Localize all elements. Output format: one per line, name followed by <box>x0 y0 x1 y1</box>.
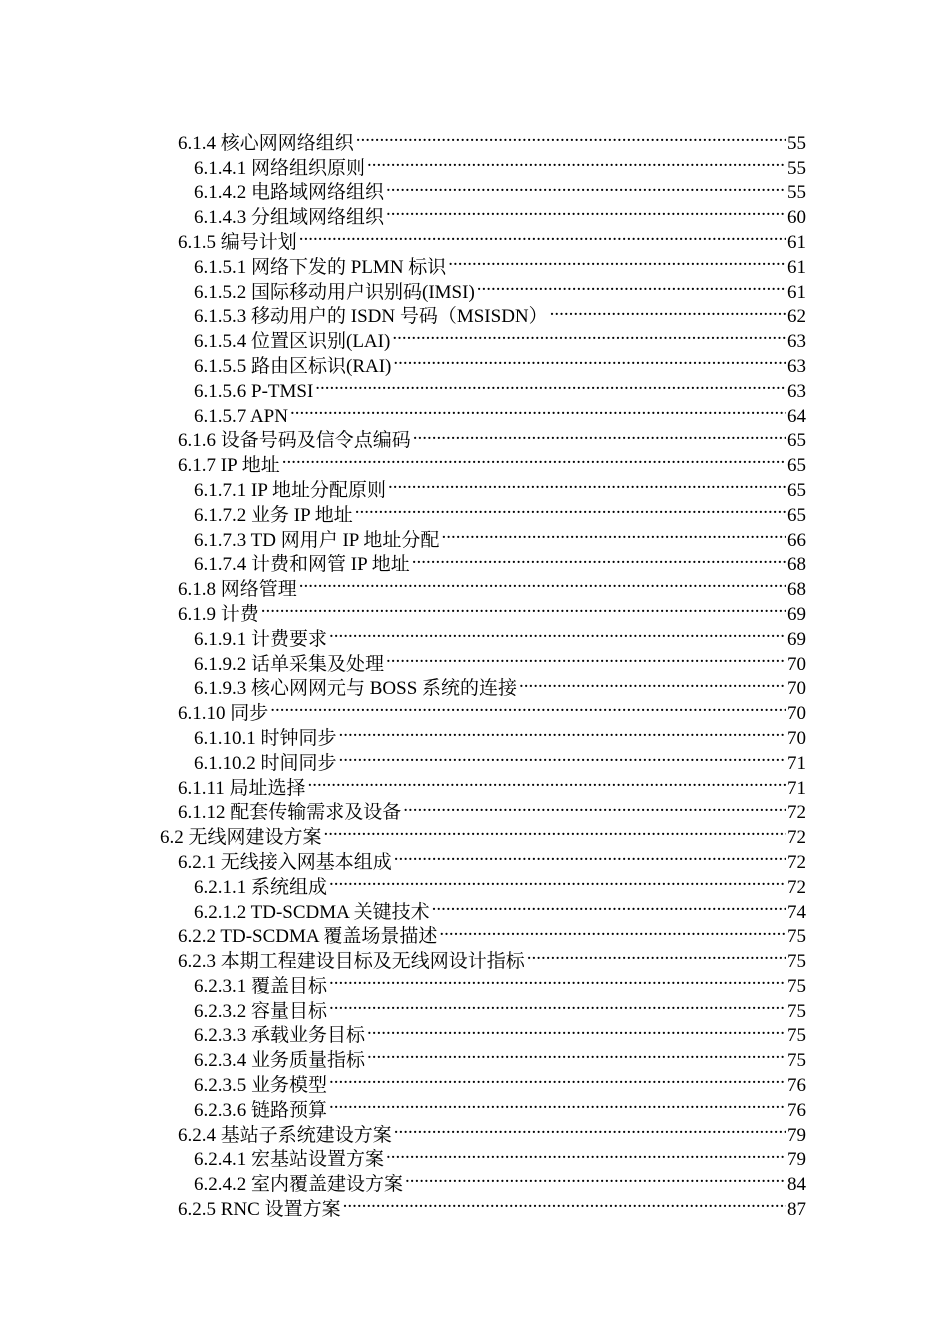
toc-entry-title: 6.1.5.3 移动用户的 ISDN 号码（MSISDN） <box>194 305 549 330</box>
toc-dot-leader <box>386 174 786 199</box>
toc-entry-page-number: 55 <box>786 157 806 182</box>
toc-entry[interactable] <box>194 521 806 551</box>
toc-entry-page-number: 60 <box>786 206 806 231</box>
toc-entry-title: 6.1.11 局址选择 <box>178 777 307 802</box>
toc-entry-title: 6.1.8 网络管理 <box>178 578 298 603</box>
toc-entry-page-number: 63 <box>786 380 806 405</box>
toc-entry-page-number: 74 <box>786 901 806 926</box>
toc-dot-leader <box>392 322 786 347</box>
toc-entry[interactable] <box>160 818 806 849</box>
toc-entry-page-number: 70 <box>786 677 806 702</box>
toc-entry[interactable] <box>194 719 806 749</box>
toc-entry-page-number: 75 <box>786 1000 806 1025</box>
toc-entry[interactable] <box>194 893 806 923</box>
toc-entry-page-number: 71 <box>786 752 806 777</box>
toc-entry[interactable] <box>178 595 806 625</box>
toc-dot-leader <box>386 645 786 670</box>
toc-dot-leader <box>324 818 786 843</box>
toc-dot-leader <box>356 124 786 149</box>
toc-entry-page-number: 61 <box>786 231 806 256</box>
toc-entry-page-number: 68 <box>786 553 806 578</box>
table-of-contents <box>0 124 950 1221</box>
toc-dot-leader <box>282 446 786 471</box>
toc-entry-page-number: 75 <box>786 1049 806 1074</box>
toc-dot-leader <box>477 273 786 298</box>
toc-entry-title: 6.1.7.3 TD 网用户 IP 地址分配 <box>194 529 440 554</box>
toc-entry-page-number: 55 <box>786 132 806 157</box>
toc-entry-title: 6.2.1.2 TD-SCDMA 关键技术 <box>194 901 431 926</box>
toc-entry-page-number: 72 <box>786 801 806 826</box>
toc-entry[interactable] <box>194 744 806 774</box>
toc-entry-title: 6.1.10.2 时间同步 <box>194 752 338 777</box>
toc-entry-page-number: 76 <box>786 1074 806 1099</box>
toc-dot-leader <box>329 992 786 1017</box>
toc-entry-title: 6.1.10 同步 <box>178 702 269 727</box>
toc-dot-leader <box>527 942 786 967</box>
toc-entry-title: 6.1.7.2 业务 IP 地址 <box>194 504 354 529</box>
toc-dot-leader <box>403 794 786 819</box>
toc-entry-page-number: 72 <box>786 851 806 876</box>
toc-entry-page-number: 69 <box>786 603 806 628</box>
toc-entry[interactable] <box>178 694 806 725</box>
toc-dot-leader <box>290 397 786 422</box>
toc-entry-page-number: 84 <box>786 1173 806 1198</box>
toc-entry-title: 6.1.4.3 分组域网络组织 <box>194 206 385 231</box>
toc-entry-page-number: 72 <box>786 876 806 901</box>
toc-entry-title: 6.2.3.5 业务模型 <box>194 1074 328 1099</box>
toc-entry-page-number: 66 <box>786 529 806 554</box>
toc-entry[interactable] <box>178 223 806 253</box>
toc-entry[interactable] <box>194 1066 806 1097</box>
toc-entry-title: 6.1.5.5 路由区标识(RAI) <box>194 355 392 380</box>
toc-entry-title: 6.1.5 编号计划 <box>178 231 298 256</box>
toc-dot-leader <box>329 1091 786 1116</box>
toc-entry-title: 6.1.9.1 计费要求 <box>194 628 328 653</box>
toc-entry[interactable] <box>194 149 806 179</box>
toc-entry-page-number: 63 <box>786 355 806 380</box>
toc-entry-page-number: 62 <box>786 305 806 330</box>
toc-entry[interactable] <box>194 248 806 278</box>
toc-entry[interactable] <box>178 794 806 824</box>
toc-entry-page-number: 70 <box>786 727 806 752</box>
toc-entry[interactable] <box>178 124 806 154</box>
toc-dot-leader <box>394 843 786 868</box>
toc-entry-page-number: 64 <box>786 405 806 430</box>
toc-entry-title: 6.2.1.1 系统组成 <box>194 876 328 901</box>
toc-dot-leader <box>315 372 786 397</box>
toc-entry-page-number: 76 <box>786 1099 806 1124</box>
toc-entry-title: 6.2.1 无线接入网基本组成 <box>178 851 393 876</box>
toc-entry-page-number: 72 <box>786 826 806 851</box>
toc-entry-title: 6.1.4.2 电路域网络组织 <box>194 181 385 206</box>
toc-entry[interactable] <box>194 868 806 898</box>
toc-dot-leader <box>405 1165 786 1190</box>
toc-entry-title: 6.2.3.2 容量目标 <box>194 1000 328 1025</box>
toc-entry-page-number: 61 <box>786 281 806 306</box>
toc-entry[interactable] <box>178 942 806 973</box>
toc-dot-leader <box>413 422 786 447</box>
toc-entry-title: 6.2.3.6 链路预算 <box>194 1099 328 1124</box>
toc-entry-title: 6.1.10.1 时钟同步 <box>194 727 338 752</box>
toc-entry-title: 6.2.5 RNC 设置方案 <box>178 1198 342 1223</box>
toc-entry[interactable] <box>194 397 806 427</box>
toc-dot-leader <box>355 496 786 521</box>
toc-dot-leader <box>550 298 786 323</box>
toc-entry[interactable] <box>178 422 806 452</box>
toc-dot-leader <box>343 1190 786 1215</box>
toc-entry-page-number: 63 <box>786 330 806 355</box>
toc-entry-title: 6.1.9 计费 <box>178 603 260 628</box>
toc-entry-title: 6.2.4 基站子系统建设方案 <box>178 1124 393 1149</box>
toc-entry[interactable] <box>194 1165 806 1196</box>
toc-entry[interactable] <box>194 471 806 501</box>
toc-entry-page-number: 70 <box>786 653 806 678</box>
toc-entry[interactable] <box>194 322 806 353</box>
toc-dot-leader <box>308 769 786 794</box>
toc-dot-leader <box>261 595 786 620</box>
toc-entry-title: 6.1.9.3 核心网网元与 BOSS 系统的连接 <box>194 677 518 702</box>
toc-dot-leader <box>270 694 786 719</box>
toc-entry-title: 6.1.5.2 国际移动用户识别码(IMSI) <box>194 281 476 306</box>
toc-dot-leader <box>329 868 786 893</box>
toc-entry[interactable] <box>178 769 806 799</box>
toc-dot-leader <box>393 347 786 372</box>
toc-dot-leader <box>394 1116 786 1141</box>
toc-entry-page-number: 55 <box>786 181 806 206</box>
toc-entry[interactable] <box>194 670 806 700</box>
toc-entry-page-number: 75 <box>786 950 806 975</box>
toc-entry[interactable] <box>194 1091 806 1121</box>
toc-entry[interactable] <box>178 570 806 601</box>
toc-entry-page-number: 65 <box>786 429 806 454</box>
toc-dot-leader <box>367 149 786 174</box>
toc-entry-page-number: 71 <box>786 777 806 802</box>
toc-entry-page-number: 75 <box>786 975 806 1000</box>
toc-dot-leader <box>439 918 786 943</box>
toc-dot-leader <box>367 1017 786 1042</box>
toc-entry-title: 6.1.5.7 APN <box>194 405 289 430</box>
toc-dot-leader <box>386 198 786 223</box>
toc-entry[interactable] <box>178 1116 806 1146</box>
toc-dot-leader <box>441 521 786 546</box>
toc-dot-leader <box>329 1066 786 1091</box>
toc-dot-leader <box>388 471 786 496</box>
toc-entry-title: 6.1.7.4 计费和网管 IP 地址 <box>194 553 411 578</box>
toc-entry-title: 6.1.5.4 位置区识别(LAI) <box>194 330 391 355</box>
toc-entry[interactable] <box>178 843 806 873</box>
toc-entry-page-number: 61 <box>786 256 806 281</box>
toc-entry-title: 6.2.2 TD-SCDMA 覆盖场景描述 <box>178 925 438 950</box>
toc-dot-leader <box>448 248 786 273</box>
toc-entry-title: 6.1.7 IP 地址 <box>178 454 281 479</box>
toc-entry-title: 6.1.5.6 P-TMSI <box>194 380 314 405</box>
toc-entry-page-number: 65 <box>786 504 806 529</box>
toc-entry-title: 6.1.4 核心网网络组织 <box>178 132 355 157</box>
toc-entry[interactable] <box>178 446 806 477</box>
toc-entry[interactable] <box>194 198 806 229</box>
toc-entry[interactable] <box>194 496 806 526</box>
toc-dot-leader <box>432 893 786 918</box>
toc-entry[interactable] <box>194 620 806 650</box>
toc-dot-leader <box>329 967 786 992</box>
toc-entry[interactable] <box>194 1017 806 1047</box>
toc-entry-title: 6.2.4.2 室内覆盖建设方案 <box>194 1173 404 1198</box>
toc-entry[interactable] <box>194 1141 806 1171</box>
toc-entry[interactable] <box>194 967 806 997</box>
toc-entry[interactable] <box>194 273 806 303</box>
toc-dot-leader <box>412 546 786 571</box>
toc-entry-title: 6.1.5.1 网络下发的 PLMN 标识 <box>194 256 447 281</box>
toc-dot-leader <box>367 1041 786 1066</box>
toc-entry-title: 6.1.7.1 IP 地址分配原则 <box>194 479 387 504</box>
toc-entry[interactable] <box>194 347 806 377</box>
toc-entry-page-number: 69 <box>786 628 806 653</box>
toc-dot-leader <box>339 719 786 744</box>
toc-dot-leader <box>329 620 786 645</box>
toc-entry-title: 6.2.3.4 业务质量指标 <box>194 1049 366 1074</box>
toc-entry-page-number: 68 <box>786 578 806 603</box>
toc-entry[interactable] <box>194 174 806 204</box>
toc-entry[interactable] <box>194 992 806 1022</box>
toc-entry-page-number: 87 <box>786 1198 806 1223</box>
toc-entry-page-number: 79 <box>786 1148 806 1173</box>
toc-dot-leader <box>519 670 786 695</box>
toc-entry-title: 6.2.4.1 宏基站设置方案 <box>194 1148 385 1173</box>
toc-dot-leader <box>299 570 786 595</box>
toc-entry-title: 6.1.4.1 网络组织原则 <box>194 157 366 182</box>
toc-entry-page-number: 75 <box>786 1024 806 1049</box>
toc-entry[interactable] <box>194 645 806 675</box>
toc-entry-title: 6.1.12 配套传输需求及设备 <box>178 801 402 826</box>
toc-entry[interactable] <box>194 546 806 576</box>
toc-entry-title: 6.2.3.1 覆盖目标 <box>194 975 328 1000</box>
toc-dot-leader <box>339 744 786 769</box>
toc-entry-page-number: 65 <box>786 479 806 504</box>
toc-entry-page-number: 70 <box>786 702 806 727</box>
toc-entry-page-number: 75 <box>786 925 806 950</box>
toc-entry-title: 6.1.6 设备号码及信令点编码 <box>178 429 412 454</box>
toc-entry[interactable] <box>194 372 806 402</box>
toc-entry[interactable] <box>194 298 806 328</box>
toc-entry-title: 6.2 无线网建设方案 <box>160 826 323 851</box>
toc-entry[interactable] <box>194 1041 806 1072</box>
toc-dot-leader <box>386 1141 786 1166</box>
toc-entry-title: 6.2.3 本期工程建设目标及无线网设计指标 <box>178 950 526 975</box>
toc-entry-page-number: 79 <box>786 1124 806 1149</box>
toc-entry-title: 6.1.9.2 话单采集及处理 <box>194 653 385 678</box>
toc-entry[interactable] <box>178 918 806 948</box>
toc-dot-leader <box>299 223 786 248</box>
toc-entry-page-number: 65 <box>786 454 806 479</box>
toc-entry[interactable] <box>178 1190 806 1221</box>
toc-entry-title: 6.2.3.3 承载业务目标 <box>194 1024 366 1049</box>
